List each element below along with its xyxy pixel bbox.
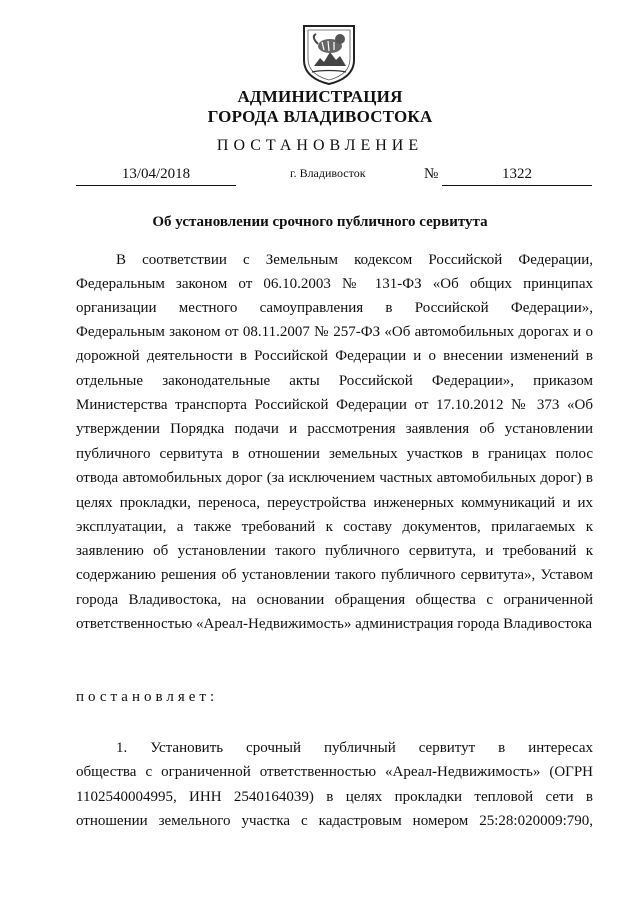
preamble-line: заявлению об установлении такого публичного сервитута, и требований к bbox=[76, 543, 593, 559]
preamble-line: Федеральным законом от 06.10.2003 № 131-ФЗ «Об общих принципах bbox=[76, 276, 593, 292]
preamble-line: Федеральным законом от 08.11.2007 № 257-ФЗ «Об автомобильных дорогах и о bbox=[76, 324, 593, 340]
preamble-line: В соответствии с Земельным кодексом Российской Федерации, bbox=[116, 252, 593, 268]
preamble-line: содержанию решения об установлении такого публичного сервитута», Уставом bbox=[76, 567, 593, 583]
document-title: Об установлении срочного публичного сервитута bbox=[152, 214, 488, 230]
document-type: ПОСТАНОВЛЕНИЕ bbox=[216, 137, 424, 154]
preamble-line: целях прокладки, переноса, переустройства инженерных коммуникаций и их bbox=[76, 495, 593, 511]
tiger-coat-of-arms-icon bbox=[300, 22, 358, 86]
preamble-line: утверждении Порядка подачи и рассмотрения заявления об установлении bbox=[76, 421, 593, 437]
preamble-line: дорожной деятельности в Российской Федерации и о внесении изменений в bbox=[76, 348, 593, 364]
preamble-line: публичного сервитута в отношении земельных участков в границах полос bbox=[76, 446, 593, 462]
item1-line: 1. Установить срочный публичный сервитут в интересах bbox=[116, 740, 593, 756]
item1-line: общества с ограниченной ответственностью «Ареал-Недвижимость» (ОГРН bbox=[76, 764, 593, 780]
document-city: г. Владивосток bbox=[290, 166, 366, 180]
preamble-line: ответственностью «Ареал-Недвижимость» администрация города Владивостока bbox=[76, 616, 592, 632]
org-name-line1: АДМИНИСТРАЦИЯ bbox=[237, 87, 403, 106]
org-name-line2: ГОРОДА ВЛАДИВОСТОКА bbox=[207, 107, 433, 126]
item1-line: 1102540004995, ИНН 2540164039) в целях прокладки тепловой сети в bbox=[76, 789, 593, 805]
document-number: 1322 bbox=[442, 166, 592, 186]
preamble-line: отдельные законодательные акты Российской Федерации», приказом bbox=[76, 373, 593, 389]
preamble-line: города Владивостока, на основании обращения общества с ограниченной bbox=[76, 592, 593, 608]
preamble-line: отвода автомобильных дорог (за исключением частных автомобильных дорог) в bbox=[76, 470, 593, 486]
item1-line: отношении земельного участка с кадастровым номером 25:28:020009:790, bbox=[76, 813, 593, 829]
preamble-line: эксплуатации, а также требований к составу документов, прилагаемых к bbox=[76, 519, 593, 535]
document-date: 13/04/2018 bbox=[76, 166, 236, 186]
preamble-line: организации местного самоуправления в Российской Федерации», bbox=[76, 300, 593, 316]
number-sign: № bbox=[424, 166, 439, 182]
decree-word: постановляет: bbox=[76, 689, 219, 705]
preamble-line: Министерства транспорта Российской Федерации от 17.10.2012 № 373 «Об bbox=[76, 397, 593, 413]
